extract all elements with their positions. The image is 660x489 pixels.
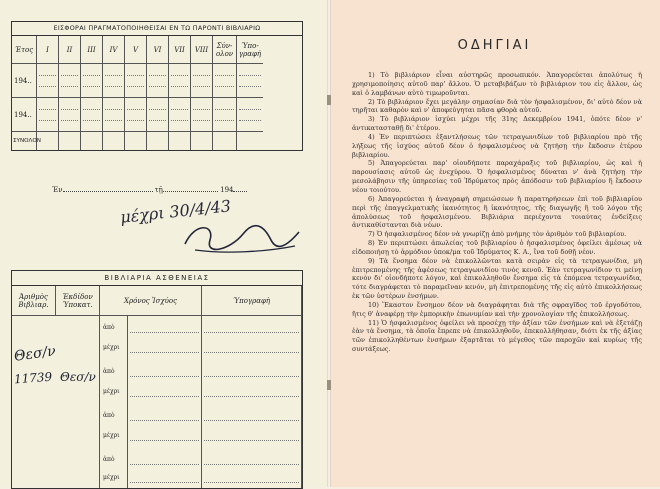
col-header-signature: Ύπογραφὴ — [202, 286, 302, 316]
table-cell — [213, 64, 237, 98]
table-cell — [59, 98, 81, 132]
period-to-label: μέχρι — [103, 432, 120, 439]
year-cell: 194.. — [12, 64, 37, 98]
col-header-year: Έτος — [12, 36, 37, 64]
instruction-paragraph: 10) Ἕκαστον ἔνσημον δέον νὰ διαγράφηται διὰ τῆς σφραγῖδος τοῦ ἐργοδότου, ἥτις θ' ἀναφέρῃ τὴν ἐμπορικὴν ἐπωνυμίαν καὶ τὴν χρονολογίαν τῆς ἐπικολλήσεως. — [352, 300, 642, 318]
instruction-paragraph: 3) Τὸ βιβλιάριον ἰσχύει μέχρι τῆς 31ης Δεκεμβρίου 1941, ὁπότε δέον ν' ἀντικατασταθῇ δι' ἑτέρου. — [352, 115, 642, 133]
period-to-label: μέχρι — [103, 388, 120, 395]
col-header-1: I — [37, 36, 59, 64]
period-to-label: μέχρι — [103, 474, 120, 481]
period-labels-column — [100, 316, 128, 488]
table-cell — [169, 64, 191, 98]
table-cell — [147, 98, 169, 132]
sickness-books-table — [11, 270, 303, 489]
col-header-5: V — [125, 36, 147, 64]
signature-column — [202, 316, 302, 488]
table-cell — [147, 132, 169, 150]
period-dates-column — [128, 316, 202, 488]
instruction-paragraph: 6) Ἀπαγορεύεται ἡ ἀναγραφὴ σημειώσεων ἢ παρατηρήσεων ἐπὶ τοῦ βιβλιαρίου περὶ τῆς ἐπαγγελματικῆς ἱκανότητος ἢ ἱκανότητος, τῆς διαγωγῆς ἢ τοῦ λόγου τῆς ἀπολύσεως τοῦ ἠσφαλισμένου. Βιβλιάρια περιέχοντα τοιαύτας ἐνδείξεις ἀντικαθίστανται διὰ νέων. — [352, 194, 642, 230]
table-cell — [37, 132, 59, 150]
instructions-title: ΟΔΗΓΙΑΙ — [457, 38, 532, 53]
handwritten-book-number: 11739 — [13, 369, 53, 387]
col-header-4: IV — [103, 36, 125, 64]
sickness-books-grid — [12, 286, 302, 488]
table-cell — [147, 64, 169, 98]
table-cell — [37, 64, 59, 98]
book-spine — [327, 0, 331, 487]
binding-stitch — [327, 95, 331, 105]
col-header-3: III — [81, 36, 103, 64]
table-cell — [213, 98, 237, 132]
table-cell — [81, 64, 103, 98]
col-header-7: VII — [169, 36, 191, 64]
contributions-grid — [12, 36, 302, 150]
table-cell — [213, 132, 237, 150]
col-header-book-number: Άριθμὸς Βιβλιαρ. — [12, 286, 56, 316]
col-header-total: Σύν-ολον — [213, 36, 237, 64]
table-cell — [125, 132, 147, 150]
table-cell — [191, 64, 213, 98]
handwritten-signature — [175, 216, 305, 256]
contributions-table — [11, 21, 303, 151]
book-number-column — [12, 316, 56, 488]
table-cell — [59, 132, 81, 150]
period-from-label: ἀπὸ — [103, 368, 115, 375]
date-prefix: Έν — [52, 186, 63, 194]
col-header-signature: Ύπο-γραφή — [237, 36, 263, 64]
table-cell — [37, 98, 59, 132]
instruction-paragraph: 11) Ὁ ἠσφαλισμένος ὀφείλει νὰ προσέχῃ τὴν ἀξίαν τῶν ἐνσήμων καὶ νὰ ἐξετάζῃ ἐὰν τὰ ἔνσημα, τὰ ὁποῖα ἔπρεπε νὰ ἐπικολληθοῦν, ἐπεκολλήθησαν, διότι ἐκ τῆς ἀξίας τῶν ἐπικολληθέντων ἐνσήμων ἐξαρτᾶται τὸ μέγεθος τῶν παροχῶν καὶ κυρίως τῆς συντάξεως. — [352, 318, 642, 354]
contributions-title: ΕΙΣΦΟΡΑΙ ΠΡΑΓΜΑΤΟΠΟΙΗΘΕΙΣΑΙ ΕΝ ΤΩ ΠΑΡΟΝΤΙ ΒΙΒΛΙΑΡΙΩ — [12, 22, 302, 36]
period-from-label: ἀπὸ — [103, 412, 115, 419]
col-header-8: VIII — [191, 36, 213, 64]
period-from-label: ἀπὸ — [103, 324, 115, 331]
table-cell — [169, 98, 191, 132]
instruction-paragraph: 8) Ἐν περιπτώσει ἀπωλείας τοῦ βιβλιαρίου ὁ ἠσφαλισμένος ὀφείλει ἀμέσως νὰ εἰδοποιήσῃ τὸ ἁρμόδιον ὑποκ/μα τοῦ Ἱδρύματος Κ. Α., ἵνα τοῦ δοθῇ νέον. — [352, 239, 642, 256]
handwritten-sign: Θεσ/ν — [13, 343, 57, 365]
handwritten-branch: Θεσ/ν — [60, 370, 96, 384]
table-cell — [169, 132, 191, 150]
handwritten-validity-date: μέχρι 30/4/43 — [119, 196, 232, 227]
sickness-books-title: ΒΙΒΛΙΑΡΙΑ ΑΣΘΕΝΕΙΑΣ — [12, 271, 302, 286]
col-header-issuing-branch: Έκδίδον Ύποκατ. — [56, 286, 100, 316]
table-cell — [125, 98, 147, 132]
place-date-line — [52, 186, 247, 194]
instruction-paragraph: 9) Τὰ ἔνσημα δέον νὰ ἐπικολλῶνται κατὰ σειρὰν εἰς τὰ τετραγωνίδια, μὴ ἐπιτρεπομένης τῆς ἀφέσεως τετραγωνιδίου τινὸς κενοῦ. Ἐὰν τετραγωνίδιον τι μείνῃ κενὸν δι' οἱονδήποτε λόγον, καὶ ἐπικολληθοῦν ἔνσημα εἰς τὰ ἑπόμενα τετραγωνίδια, τότε διαγράφεται τὸ παραμεῖναν κενόν, μὴ ἐπιτρεπομένης τῆς εἰς αὐτὸ ἐπικολλήσεως ἐκ τῶν ὑστέρων ἐνσήμων. — [352, 256, 642, 301]
table-cell — [103, 132, 125, 150]
binding-stitch — [327, 380, 331, 390]
table-cell — [59, 64, 81, 98]
date-year: 194 — [220, 186, 234, 194]
table-cell — [191, 132, 213, 150]
table-cell — [103, 64, 125, 98]
table-cell — [237, 64, 263, 98]
table-cell — [237, 98, 263, 132]
table-cell — [191, 98, 213, 132]
instructions-text — [352, 71, 642, 354]
instruction-paragraph: 1) Τὸ βιβλιάριον εἶναι αὐστηρῶς προσωπικόν. Ἀπαγορεύεται ἀπολύτως ἡ χρησιμοποίησις αὐτοῦ παρ' ἄλλου. Ὁ μεταβιβάζων τὸ βιβλιάριον του εἰς ἄλλον, ὡς καὶ ὁ λαμβάνων αὐτὸ τιμωροῦνται. — [352, 71, 642, 97]
instruction-paragraph: 7) Ὁ ἠσφαλισμένος δέον νὰ γνωρίζῃ ἀπὸ μνήμης τὸν ἀριθμὸν τοῦ βιβλιαρίου. — [368, 230, 627, 239]
instruction-paragraph: 4) Ἐν περιπτώσει ἐξαντλήσεως τῶν τετραγωνιδίων τοῦ βιβλιαρίου πρὸ τῆς λήξεως τῆς ἰσχύος αὐτοῦ δέον ὁ ἠσφαλισμένος νὰ ζητήσῃ τὴν ἔκδοσιν ἑτέρου βιβλιαρίου. — [352, 132, 642, 159]
table-cell — [103, 98, 125, 132]
col-header-2: II — [59, 36, 81, 64]
total-row-label: ΣΥΝΟΛΟΝ — [12, 132, 37, 150]
col-header-6: VI — [147, 36, 169, 64]
year-cell: 194.. — [12, 98, 37, 132]
period-to-label: μέχρι — [103, 344, 120, 351]
issuing-branch-column — [56, 316, 100, 488]
date-mid: τῇ — [154, 186, 163, 194]
col-header-validity-period: Χρόνος Ἰσχύος — [100, 286, 202, 316]
table-cell — [237, 132, 263, 150]
instruction-paragraph: 5) Ἀπαγορεύεται παρ' οἱουδήποτε παραχάραξις τοῦ βιβλιαρίου, ὡς καὶ ἡ παρουσίασις αὐτοῦ ὡς ἐνεχύρου. Ὁ ἠσφαλισμένος δύναται ν' ἀνὰ ζητήσῃ τὴν μεσολάβησιν τῆς ὑπηρεσίας τοῦ Ἱδρύματος πρὸς ἀπόδοσιν τοῦ βιβλιαρίου ἢ ἔκδοσιν νέου τοιούτου. — [352, 159, 642, 194]
table-cell — [81, 98, 103, 132]
table-cell — [81, 132, 103, 150]
period-from-label: ἀπὸ — [103, 456, 115, 463]
table-cell — [125, 64, 147, 98]
instruction-paragraph: 2) Τὸ βιβλιάριον ἔχει μεγάλην σημασίαν διὰ τὸν ἠσφαλισμένον, δι' αὐτὸ δέον νὰ τηρῆται καθαρὸν καὶ ν' ἀποφεύγηται πᾶσα φθορὰ αὐτοῦ. — [352, 97, 642, 115]
